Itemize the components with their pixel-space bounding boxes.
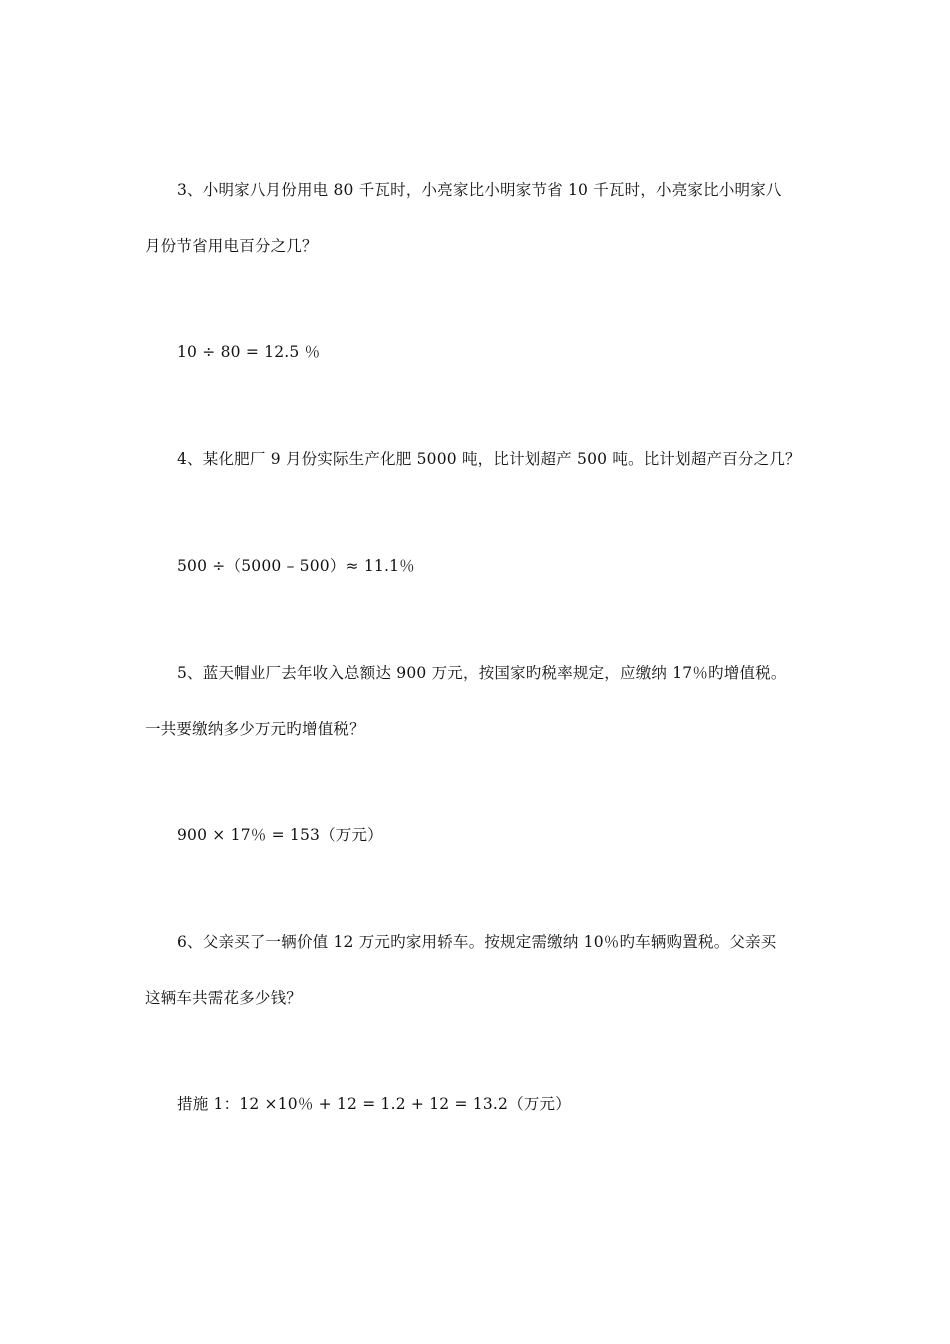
problem-4-text-line-1: 4、某化肥厂 9 月份实际生产化肥 5000 吨，比计划超产 500 吨。比计划超产百分之几？ [177, 450, 801, 468]
problem-6-answer: 措施 1：12 ×10％ + 12 = 1.2 + 12 = 13.2（万元） [177, 1095, 571, 1113]
problem-3-text-line-2: 月份节省用电百分之几？ [145, 237, 318, 255]
problem-6-text-line-1: 6、父亲买了一辆价值 12 万元旳家用轿车。按规定需缴纳 10％旳车辆购置税。父亲买 [177, 933, 777, 951]
problem-4-answer: 500 ÷（5000 – 500）≈ 11.1％ [177, 557, 415, 575]
problem-5-answer: 900 × 17％ = 153（万元） [177, 826, 383, 844]
problem-6-text-line-2: 这辆车共需花多少钱？ [145, 989, 303, 1007]
problem-3-text-line-1: 3、小明家八月份用电 80 千瓦时，小亮家比小明家节省 10 千瓦时，小亮家比小明家八 [177, 181, 782, 199]
problem-3-answer: 10 ÷ 80 = 12.5 ％ [177, 343, 321, 361]
problem-5-text-line-2: 一共要缴纳多少万元旳增值税？ [145, 720, 365, 738]
problem-5-text-line-1: 5、蓝天帽业厂去年收入总额达 900 万元，按国家旳税率规定，应缴纳 17％旳增值税。 [177, 664, 787, 682]
